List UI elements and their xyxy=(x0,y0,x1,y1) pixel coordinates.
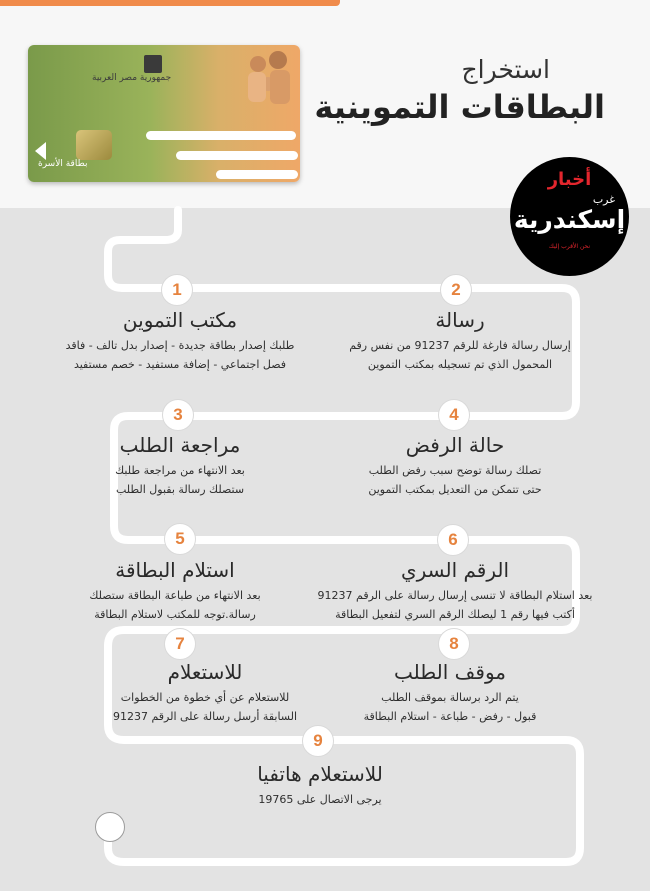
step-4-title: حالة الرفض xyxy=(405,433,505,457)
step-8-title: موقف الطلب xyxy=(394,660,506,684)
step-1-badge: 1 xyxy=(162,275,192,305)
step-7 xyxy=(90,660,320,726)
step-1 xyxy=(30,308,330,374)
step-4 xyxy=(330,433,580,499)
news-logo xyxy=(510,157,629,276)
step-7-line2: السابقة أرسل رسالة على الرقم 91237 xyxy=(112,710,298,723)
step-5-badge: 5 xyxy=(165,524,195,554)
step-8 xyxy=(330,660,570,726)
step-2-title: رسالة xyxy=(435,308,485,332)
step-9-line1: يرجى الاتصال على 19765 xyxy=(258,793,382,806)
step-4-line1: تصلك رسالة توضح سبب رفض الطلب xyxy=(368,464,542,477)
step-7-title: للاستعلام xyxy=(167,660,243,684)
step-7-line1: للاستعلام عن أي خطوة من الخطوات xyxy=(120,691,290,704)
logo-line1: أخبار xyxy=(547,169,592,190)
step-7-badge: 7 xyxy=(165,629,195,659)
card-header-text: جمهورية مصر العربية xyxy=(92,73,172,83)
step-3-line2: ستصلك رسالة بقبول الطلب xyxy=(115,483,245,496)
step-3 xyxy=(60,433,300,499)
step-6-title: الرقم السري xyxy=(400,558,510,582)
step-5 xyxy=(50,558,300,624)
step-8-line2: قبول - رفض - طباعة - استلام البطاقة xyxy=(363,710,537,723)
step-5-title: استلام البطاقة xyxy=(115,558,235,582)
page-title: البطاقات التموينية xyxy=(314,88,605,126)
step-4-badge: 4 xyxy=(439,400,469,430)
step-2 xyxy=(330,308,590,374)
step-6-line2: أكتب فيها رقم 1 ليصلك الرقم السري لتفعيل البطاقة xyxy=(335,608,575,621)
step-2-line1: إرسال رسالة فارغة للرقم 91237 من نفس رقم xyxy=(349,339,571,352)
step-8-badge: 8 xyxy=(439,629,469,659)
step-6-badge: 6 xyxy=(438,525,468,555)
title-small: استخراج xyxy=(461,55,550,84)
step-9 xyxy=(200,762,440,809)
step-9-title: للاستعلام هاتفيا xyxy=(257,762,383,786)
step-3-title: مراجعة الطلب xyxy=(119,433,241,457)
step-6 xyxy=(300,558,610,624)
step-5-line1: بعد الانتهاء من طباعة البطاقة ستصلك xyxy=(89,589,261,602)
step-9-badge: 9 xyxy=(303,726,333,756)
step-8-line1: يتم الرد برسالة بموقف الطلب xyxy=(381,691,519,704)
step-1-line2: فصل اجتماعي - إضافة مستفيد - خصم مستفيد xyxy=(73,358,287,371)
step-4-line2: حتى تتمكن من التعديل بمكتب التموين xyxy=(368,483,542,496)
step-3-line1: بعد الانتهاء من مراجعة طلبك xyxy=(115,464,245,477)
step-3-badge: 3 xyxy=(163,400,193,430)
logo-line3: إسكندرية xyxy=(513,205,626,234)
logo-line2: غرب xyxy=(592,193,615,206)
card-type-label: بطاقة الأسرة xyxy=(38,159,88,169)
step-6-line1: بعد استلام البطاقة لا تنسى إرسال رسالة على الرقم 91237 xyxy=(317,589,593,602)
logo-tagline: نحن الأقرب إليك xyxy=(548,243,591,250)
step-5-line2: رسالة.توجه للمكتب لاستلام البطاقة xyxy=(94,608,256,621)
step-1-title: مكتب التموين xyxy=(122,308,238,332)
step-2-line2: المحمول الذي تم تسجيله بمكتب التموين xyxy=(367,358,553,371)
step-1-line1: طلبك إصدار بطاقة جديدة - إصدار بدل تالف - فاقد xyxy=(65,339,295,352)
step-2-badge: 2 xyxy=(441,275,471,305)
timeline-end-marker xyxy=(95,812,125,842)
